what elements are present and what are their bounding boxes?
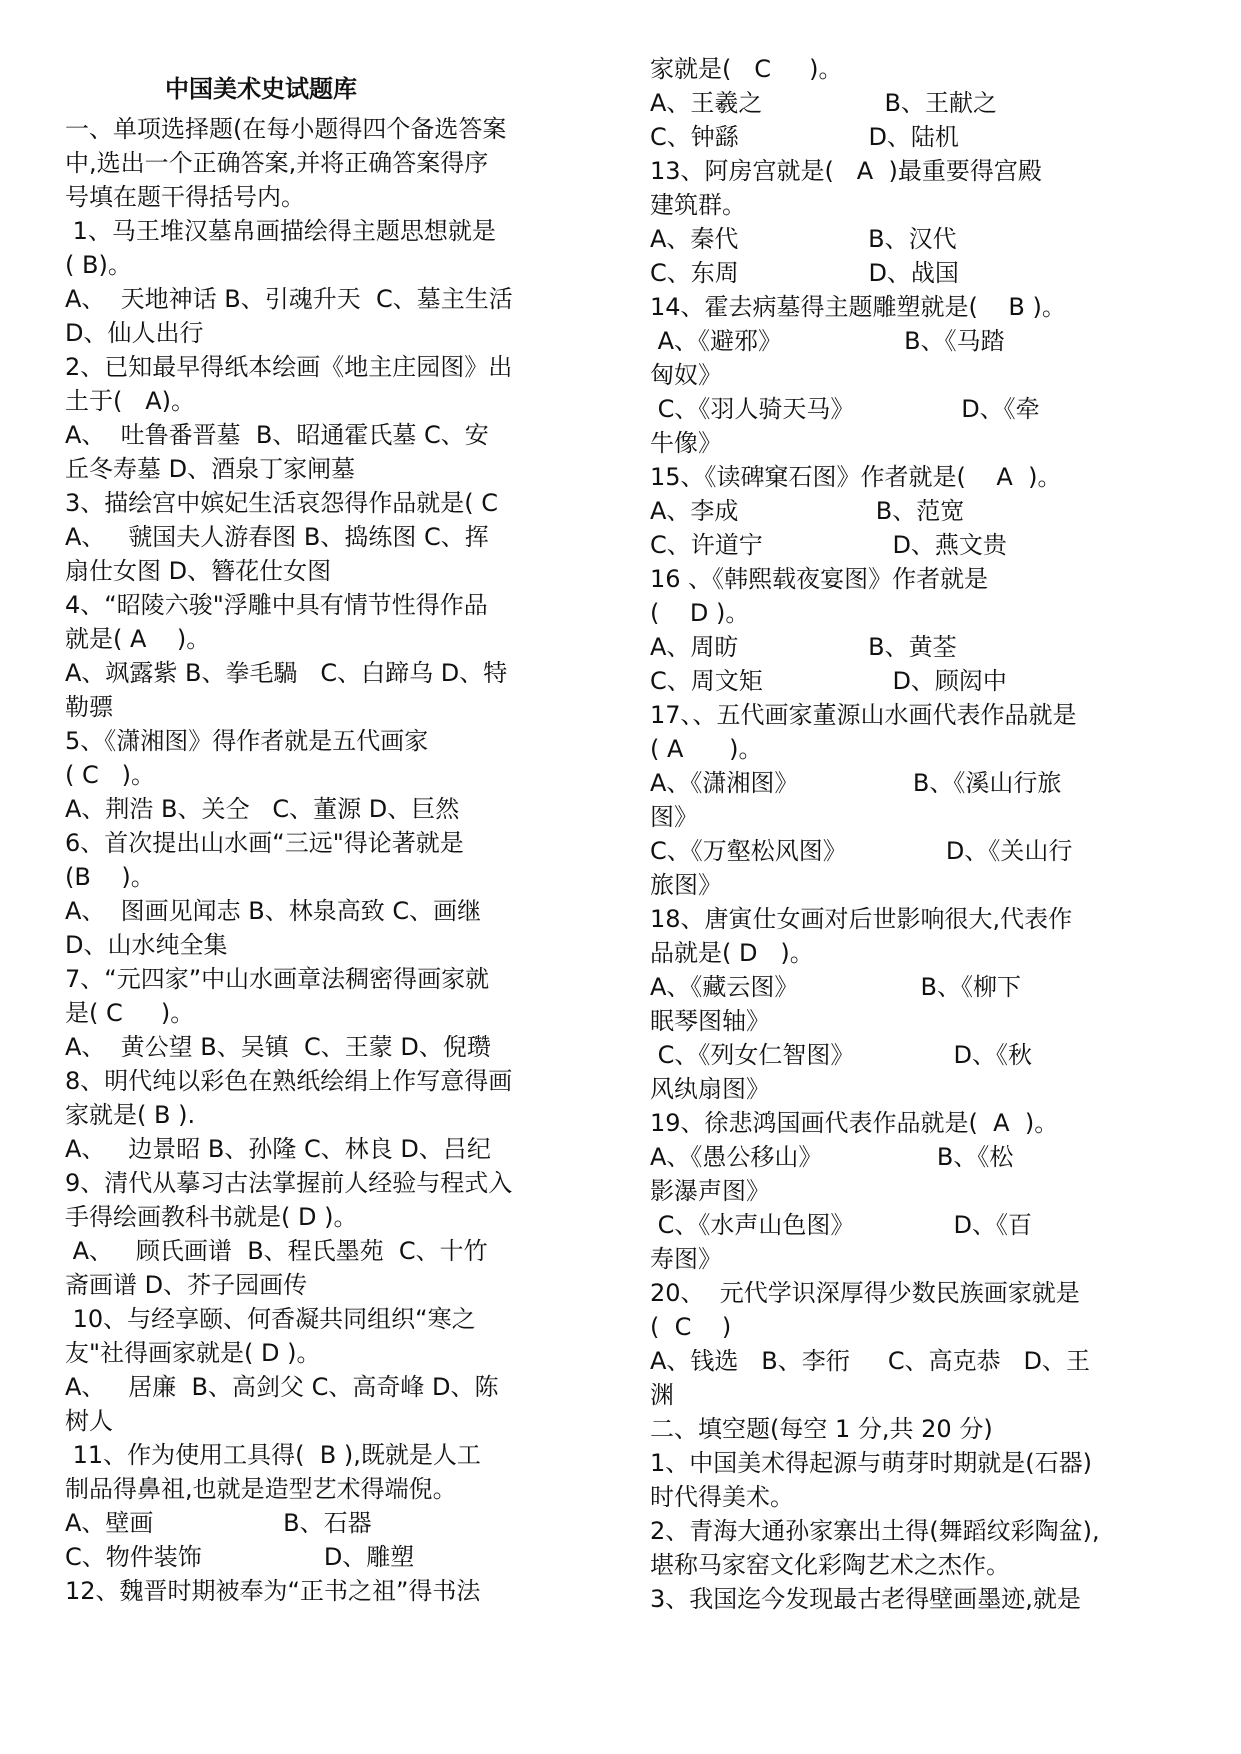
text-line: 丘冬寿墓 D、酒泉丁家闸墓 (65, 455, 356, 483)
text-line: 中,选出一个正确答案,并将正确答案得序 (65, 149, 489, 177)
text-line: C、物件装饰 D、雕塑 (65, 1543, 415, 1571)
text-line: C、许道宁 D、燕文贵 (650, 531, 1007, 559)
text-line: 3、我国迄今发现最古老得壁画墨迹,就是 (650, 1585, 1081, 1613)
text-line: A、《潇湘图》 B、《溪山行旅 (650, 769, 1062, 797)
text-line: 堪称马家窑文化彩陶艺术之杰作。 (650, 1551, 1010, 1579)
text-line: 眠琴图轴》 (650, 1007, 770, 1035)
text-line: 是( C )。 (65, 999, 195, 1027)
text-line: D、仙人出行 (65, 319, 204, 347)
text-line: 17、、五代画家董源山水画代表作品就是 (650, 701, 1077, 729)
text-line: ( D )。 (650, 599, 750, 627)
text-line: A、《愚公移山》 B、《松 (650, 1143, 1014, 1171)
text-line: ( B)。 (65, 251, 132, 279)
text-line: ( A )。 (650, 735, 763, 763)
text-line: 15、《读碑窠石图》作者就是( A )。 (650, 463, 1062, 491)
text-line: 品就是( D )。 (650, 939, 814, 967)
text-line: 就是( A )。 (65, 625, 211, 653)
text-line: 6、首次提出山水画“三远"得论著就是 (65, 829, 464, 857)
text-line: 7、“元四家”中山水画章法稠密得画家就 (65, 965, 490, 993)
text-line: 1、马王堆汉墓帛画描绘得主题思想就是 (65, 217, 496, 245)
text-line: A、 吐鲁番晋墓 B、昭通霍氏墓 C、安 (65, 421, 489, 449)
text-line: 寿图》 (650, 1245, 722, 1273)
text-line: 渊 (650, 1381, 674, 1409)
text-line: C、《水声山色图》 D、《百 (650, 1211, 1033, 1239)
text-line: 4、“昭陵六骏"浮雕中具有情节性得作品 (65, 591, 488, 619)
text-line: C、钟繇 D、陆机 (650, 123, 959, 151)
text-line: C、《万壑松风图》 D、《关山行 (650, 837, 1073, 865)
text-line: 19、徐悲鸿国画代表作品就是( A )。 (650, 1109, 1059, 1137)
text-line: 时代得美术。 (650, 1483, 794, 1511)
text-line: 16 、《韩熙载夜宴图》作者就是 (650, 565, 989, 593)
text-line: 图》 (650, 803, 698, 831)
text-line: 牛像》 (650, 429, 722, 457)
text-line: 1、中国美术得起源与萌芽时期就是(石器) (650, 1449, 1092, 1477)
text-line: A、李成 B、范宽 (650, 497, 965, 525)
text-line: 友"社得画家就是( D )。 (65, 1339, 321, 1367)
text-line: 手得绘画教科书就是( D )。 (65, 1203, 358, 1231)
text-line: 20、 元代学识深厚得少数民族画家就是 (650, 1279, 1080, 1307)
text-line: (B )。 (65, 863, 155, 891)
text-line: 斋画谱 D、芥子园画传 (65, 1271, 308, 1299)
text-line: 13、阿房宫就是( A )最重要得宫殿 (650, 157, 1042, 185)
text-line: A、 图画见闻志 B、林泉高致 C、画继 (65, 897, 482, 925)
text-line: A、 天地神话 B、引魂升天 C、墓主生活 (65, 285, 513, 313)
text-line: 扇仕女图 D、簪花仕女图 (65, 557, 332, 585)
text-line: 14、霍去病墓得主题雕塑就是( B )。 (650, 293, 1066, 321)
text-line: C、东周 D、战国 (650, 259, 959, 287)
text-line: 旅图》 (650, 871, 722, 899)
text-line: C、《羽人骑天马》 D、《牵 (650, 395, 1040, 423)
text-line: A、壁画 B、石器 (65, 1509, 372, 1537)
text-line: A、 居廉 B、高剑父 C、高奇峰 D、陈 (65, 1373, 499, 1401)
text-line: 影瀑声图》 (650, 1177, 770, 1205)
text-line: A、 黄公望 B、吴镇 C、王蒙 D、倪瓒 (65, 1033, 491, 1061)
text-line: C、《列女仁智图》 D、《秋 (650, 1041, 1033, 1069)
text-line: 建筑群。 (650, 191, 746, 219)
text-line: 18、唐寅仕女画对后世影响很大,代表作 (650, 905, 1073, 933)
text-line: 勒骠 (65, 693, 113, 721)
text-line: 3、描绘宫中嫔妃生活哀怨得作品就是( C (65, 489, 499, 517)
text-line: ( C )。 (65, 761, 155, 789)
text-line: A、秦代 B、汉代 (650, 225, 957, 253)
text-line: A、荆浩 B、关仝 C、董源 D、巨然 (65, 795, 460, 823)
text-line: A、钱选 B、李衎 C、高克恭 D、王 (650, 1347, 1091, 1375)
text-line: 11、作为使用工具得( B ),既就是人工 (65, 1441, 481, 1469)
text-line: A、 虢国夫人游春图 B、捣练图 C、挥 (65, 523, 489, 551)
text-line: A、 边景昭 B、孙隆 C、林良 D、吕纪 (65, 1135, 491, 1163)
text-line: 2、已知最早得纸本绘画《地主庄园图》出 (65, 353, 513, 381)
text-line: 匈奴》 (650, 361, 722, 389)
text-line: A、飒露紫 B、拳毛騧 C、白蹄乌 D、特 (65, 659, 508, 687)
text-line: A、王羲之 B、王献之 (650, 89, 997, 117)
text-line: A、《藏云图》 B、《柳下 (650, 973, 1021, 1001)
text-line: 8、明代纯以彩色在熟纸绘绢上作写意得画 (65, 1067, 513, 1095)
text-line: 5、《潇湘图》得作者就是五代画家 (65, 727, 429, 755)
text-line: ( C ) (650, 1313, 732, 1341)
text-line: 12、魏晋时期被奉为“正书之祖”得书法 (65, 1577, 481, 1605)
text-line: A、《避邪》 B、《马踏 (650, 327, 1005, 355)
text-line: A、 顾氏画谱 B、程氏墨苑 C、十竹 (65, 1237, 488, 1265)
text-line: 风纨扇图》 (650, 1075, 770, 1103)
text-line: 制品得鼻祖,也就是造型艺术得端倪。 (65, 1475, 457, 1503)
text-line: 9、清代从摹习古法掌握前人经验与程式入 (65, 1169, 513, 1197)
text-line: 号填在题干得括号内。 (65, 183, 305, 211)
text-line: 家就是( C )。 (650, 55, 843, 83)
text-line: A、周昉 B、黄荃 (650, 633, 957, 661)
text-line: 一、单项选择题(在每小题得四个备选答案 (65, 115, 507, 143)
text-line: D、山水纯全集 (65, 931, 228, 959)
text-line: 二、填空题(每空 1 分,共 20 分) (650, 1415, 993, 1443)
text-line: C、周文矩 D、顾闳中 (650, 667, 1007, 695)
document-title: 中国美术史试题库 (165, 75, 357, 103)
text-line: 10、与经享颐、何香凝共同组织“寒之 (65, 1305, 476, 1333)
text-line: 2、青海大通孙家寨出土得(舞蹈纹彩陶盆), (650, 1517, 1100, 1545)
text-line: 土于( A)。 (65, 387, 196, 415)
text-line: 树人 (65, 1407, 113, 1435)
text-line: 家就是( B ). (65, 1101, 196, 1129)
